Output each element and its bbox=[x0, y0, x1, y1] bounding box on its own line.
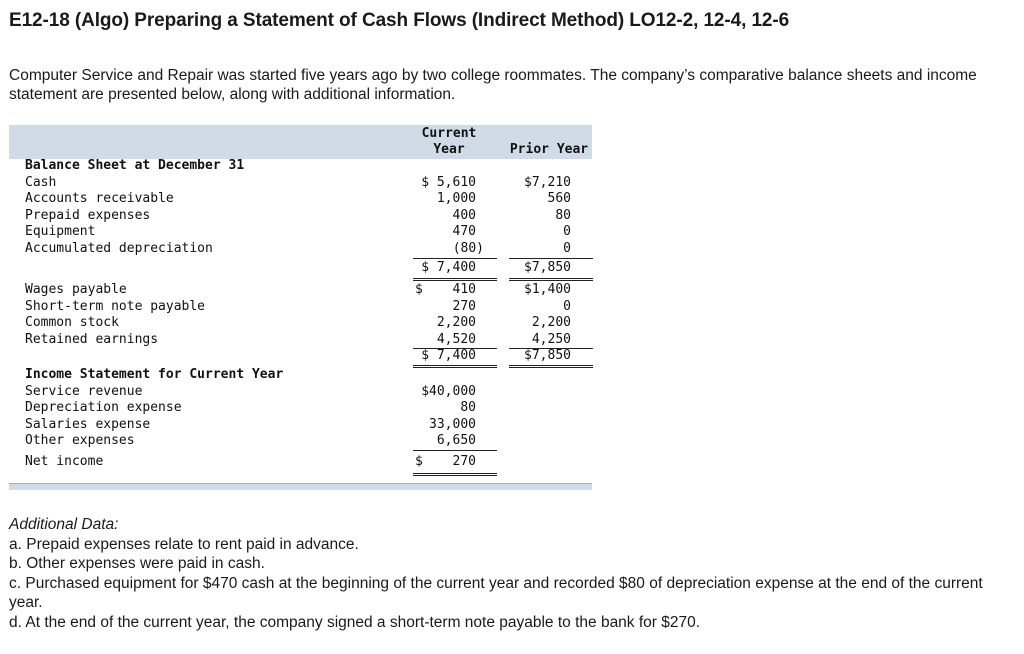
current-year-value: 2,200 bbox=[436, 315, 476, 330]
row-label: Cash bbox=[25, 174, 57, 190]
row-label: Accumulated depreciation bbox=[25, 240, 213, 256]
row-label: Net income bbox=[25, 454, 104, 469]
current-year-value: 400 bbox=[452, 207, 476, 223]
table-row bbox=[9, 282, 592, 299]
current-year-total: $ 7,400 bbox=[421, 260, 476, 275]
current-year-value: 410 bbox=[452, 282, 476, 297]
balance-sheet-heading: Balance Sheet at December 31 bbox=[25, 158, 245, 173]
table-row bbox=[9, 332, 592, 349]
table-row bbox=[9, 417, 592, 434]
income-statement-heading-row bbox=[9, 367, 592, 384]
current-year-value: 80 bbox=[460, 400, 476, 415]
current-year-value: (80) bbox=[452, 240, 484, 256]
prior-year-value: 2,200 bbox=[531, 315, 571, 330]
liabilities-total-row bbox=[9, 348, 592, 365]
subtotal-rule bbox=[413, 258, 497, 259]
total-rule bbox=[509, 280, 593, 281]
prior-year-value: 560 bbox=[547, 191, 571, 206]
current-year-value: $ 5,610 bbox=[421, 174, 476, 190]
prior-year-value: 0 bbox=[563, 240, 571, 256]
net-income-row bbox=[9, 454, 592, 471]
row-label: Common stock bbox=[25, 315, 119, 330]
additional-item: d. At the end of the current year, the company signed a short-term note payable to the bank for $270. bbox=[9, 613, 701, 631]
table-row bbox=[9, 208, 592, 225]
subtotal-rule bbox=[509, 348, 593, 349]
balance-sheet-heading-row bbox=[9, 158, 592, 175]
total-rule bbox=[413, 280, 497, 281]
current-year-value: 1,000 bbox=[436, 191, 476, 206]
prior-year-value: 80 bbox=[555, 207, 571, 223]
total-rule bbox=[509, 365, 593, 366]
table-row bbox=[9, 299, 592, 316]
table-row bbox=[9, 191, 592, 208]
dollar-sign: $ bbox=[415, 282, 423, 297]
total-rule bbox=[413, 365, 497, 366]
additional-item: a. Prepaid expenses relate to rent paid in advance. bbox=[9, 535, 359, 553]
table-row bbox=[9, 433, 592, 450]
total-rule bbox=[509, 278, 593, 279]
current-year-value: 4,520 bbox=[436, 331, 476, 347]
problem-intro: Computer Service and Repair was started five years ago by two college roommates. The company’s comparative balance sheets and income statement are presented below, along with additional information. bbox=[9, 67, 977, 103]
column-header-current-year: Current Year bbox=[421, 126, 477, 157]
assets-total-row bbox=[9, 260, 592, 277]
table-row bbox=[9, 384, 592, 401]
prior-year-total: $7,850 bbox=[524, 348, 571, 363]
subtotal-rule bbox=[509, 258, 593, 259]
row-label: Other expenses bbox=[25, 433, 135, 448]
current-year-value: 6,650 bbox=[436, 433, 476, 448]
total-rule bbox=[413, 475, 497, 476]
additional-data bbox=[9, 515, 1014, 632]
total-rule bbox=[413, 473, 497, 474]
prior-year-value: 0 bbox=[563, 224, 571, 239]
prior-year-value: 0 bbox=[563, 298, 571, 314]
prior-year-value: $1,400 bbox=[524, 282, 571, 297]
row-label: Short-term note payable bbox=[25, 298, 206, 314]
row-label: Service revenue bbox=[25, 383, 143, 399]
additional-item: b. Other expenses were paid in cash. bbox=[9, 555, 265, 572]
table-row bbox=[9, 241, 592, 258]
total-rule bbox=[413, 278, 497, 279]
row-label: Salaries expense bbox=[25, 416, 151, 432]
prior-year-total: $7,850 bbox=[524, 260, 571, 275]
prior-year-value: $7,210 bbox=[524, 174, 571, 190]
table-row bbox=[9, 224, 592, 241]
current-year-value: 270 bbox=[452, 454, 476, 469]
additional-data-heading: Additional Data: bbox=[9, 516, 119, 533]
table-footer-band bbox=[9, 483, 592, 490]
row-label: Retained earnings bbox=[25, 331, 159, 347]
income-statement-heading: Income Statement for Current Year bbox=[25, 367, 284, 382]
table-row bbox=[9, 315, 592, 332]
prior-year-value: 4,250 bbox=[531, 331, 571, 347]
current-year-value: 33,000 bbox=[429, 416, 476, 432]
financial-statements-table bbox=[9, 125, 592, 489]
additional-item: c. Purchased equipment for $470 cash at the beginning of the current year and recorded $80 of depreciation expense at the end of the current year. bbox=[9, 574, 983, 611]
column-header-prior-year: Prior Year bbox=[509, 142, 589, 157]
table-row bbox=[9, 175, 592, 192]
current-year-value: 270 bbox=[452, 298, 476, 314]
current-year-value: $40,000 bbox=[421, 383, 476, 399]
row-label: Accounts receivable bbox=[25, 191, 174, 206]
dollar-sign: $ bbox=[415, 454, 423, 469]
subtotal-rule bbox=[413, 348, 497, 349]
page-title: E12-18 (Algo) Preparing a Statement of Cash Flows (Indirect Method) LO12-2, 12-4, 12-6 bbox=[9, 10, 790, 31]
row-label: Prepaid expenses bbox=[25, 207, 151, 223]
row-label: Equipment bbox=[25, 224, 96, 239]
row-label: Depreciation expense bbox=[25, 400, 182, 415]
subtotal-rule bbox=[413, 450, 497, 451]
current-year-total: $ 7,400 bbox=[421, 348, 476, 363]
row-label: Wages payable bbox=[25, 282, 127, 297]
table-row bbox=[9, 400, 592, 417]
current-year-value: 470 bbox=[452, 224, 476, 239]
